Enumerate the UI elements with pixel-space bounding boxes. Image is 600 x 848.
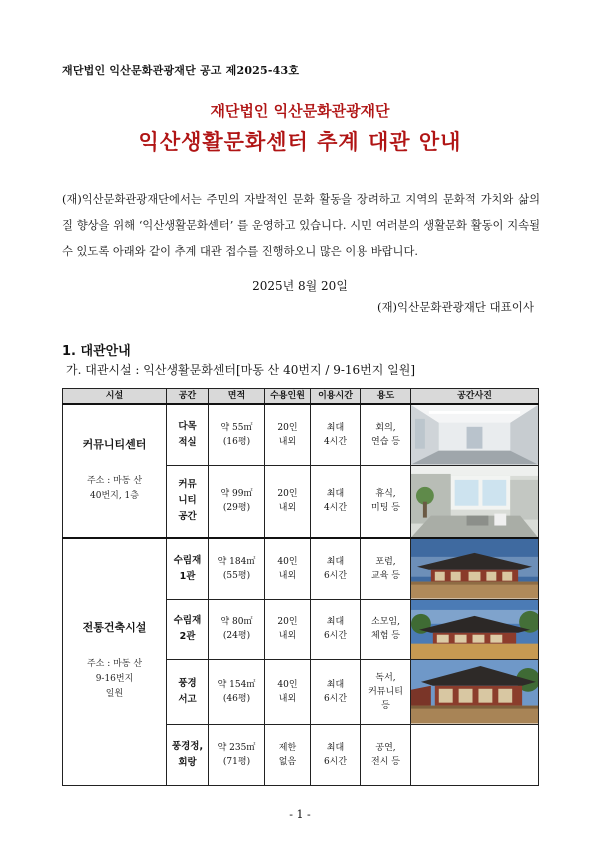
facility-address-line: 주소 : 마동 산 xyxy=(86,659,143,670)
section-subheading: 가. 대관시설 : 익산생활문화센터[마동 산 40번지 / 9-16번지 일원] xyxy=(66,363,416,377)
header-capacity: 수용인원 xyxy=(265,389,311,405)
space-name-line: 1관 xyxy=(179,570,196,582)
space-name-line: 다목 xyxy=(178,420,197,432)
space-name-line: 2관 xyxy=(179,631,196,643)
facility-address xyxy=(65,657,164,702)
hours-line: 최대 xyxy=(326,489,345,500)
header-facility: 시설 xyxy=(63,389,167,405)
space-name-line: 수림재 xyxy=(173,554,202,566)
area-line: (24평) xyxy=(222,631,251,642)
use-line: 미팅 등 xyxy=(371,503,400,514)
hours-line: 6시간 xyxy=(323,631,348,642)
header-hours: 이용시간 xyxy=(311,389,361,405)
space-name-cell xyxy=(167,599,209,660)
area-cell xyxy=(209,404,265,465)
facility-group-cell xyxy=(63,404,167,538)
hours-line: 6시간 xyxy=(323,693,348,704)
hours-line: 4시간 xyxy=(323,436,348,447)
lounge-photo xyxy=(411,465,539,538)
space-name-line: 니티 xyxy=(178,495,197,507)
capacity-line: 20인 xyxy=(277,489,298,500)
space-name-cell xyxy=(167,724,209,785)
table-row xyxy=(63,404,539,465)
announcement-date: 2025년 8월 20일 xyxy=(252,279,348,293)
hanok-photo-3 xyxy=(411,660,539,725)
area-cell xyxy=(209,724,265,785)
hours-cell xyxy=(311,538,361,599)
use-cell xyxy=(361,404,411,465)
page-number: - 1 - xyxy=(289,808,311,821)
space-name-cell xyxy=(167,465,209,538)
facility-address-line: 일원 xyxy=(105,689,124,700)
use-line: 체험 등 xyxy=(371,631,400,642)
area-cell xyxy=(209,538,265,599)
space-name-line: 풍경정, xyxy=(171,740,204,752)
use-cell xyxy=(361,660,411,725)
use-line: 전시 등 xyxy=(371,756,400,767)
use-line: 커뮤니티 xyxy=(368,686,403,697)
area-cell xyxy=(209,660,265,725)
use-line: 독서, xyxy=(375,672,396,683)
photo-empty xyxy=(411,724,539,785)
facility-table xyxy=(62,388,539,786)
hours-line: 최대 xyxy=(326,679,345,690)
facility-address xyxy=(65,474,164,504)
notice-number: 재단법인 익산문화관광재단 공고 제2025-43호 xyxy=(62,64,300,77)
use-line: 교육 등 xyxy=(371,570,400,581)
room-photo xyxy=(411,404,539,465)
facility-name: 전통건축시설 xyxy=(82,621,147,635)
use-cell xyxy=(361,599,411,660)
facility-address-line: 40번지, 1층 xyxy=(90,490,139,501)
table-row xyxy=(63,538,539,599)
capacity-line: 제한 xyxy=(278,742,297,753)
capacity-line: 40인 xyxy=(277,556,298,567)
area-line: 약 80㎡ xyxy=(220,617,253,628)
space-name-cell xyxy=(167,404,209,465)
use-line: 포럼, xyxy=(375,556,396,567)
use-line: 연습 등 xyxy=(371,436,400,447)
use-line: 휴식, xyxy=(375,489,396,500)
space-name-line: 적실 xyxy=(178,436,197,448)
space-name-line: 풍경 xyxy=(178,677,197,689)
use-cell xyxy=(361,538,411,599)
intro-paragraph: (재)익산문화관광재단에서는 주민의 자발적인 문화 활동을 장려하고 지역의 문화적 가치와 삶의 질 향상을 위해 ‘익산생활문화센터’ 를 운영하고 있습니다. 시민 여러분의 생활문화 활동이 지속될 수 있도록 아래와 같이 추계 대관 접수를 진행하오니 많은 이용 바랍니다. xyxy=(62,193,540,258)
area-line: (46평) xyxy=(222,693,251,704)
area-line: (29평) xyxy=(222,503,251,514)
space-name-line: 서고 xyxy=(178,693,197,705)
area-line: 약 154㎡ xyxy=(217,679,256,690)
capacity-line: 내외 xyxy=(278,631,297,642)
hours-line: 최대 xyxy=(326,742,345,753)
hours-line: 최대 xyxy=(326,556,345,567)
use-cell xyxy=(361,465,411,538)
facility-address-line: 9-16번지 xyxy=(95,674,134,685)
capacity-cell xyxy=(265,599,311,660)
capacity-line: 20인 xyxy=(277,422,298,433)
hours-cell xyxy=(311,404,361,465)
area-cell xyxy=(209,465,265,538)
capacity-line: 내외 xyxy=(278,570,297,581)
capacity-line: 40인 xyxy=(277,679,298,690)
capacity-cell xyxy=(265,404,311,465)
section-heading: 1. 대관안내 xyxy=(62,344,131,359)
hours-line: 최대 xyxy=(326,617,345,628)
facility-group-cell xyxy=(63,538,167,785)
hours-line: 6시간 xyxy=(323,756,348,767)
facility-address-line: 주소 : 마동 산 xyxy=(86,475,143,486)
org-title: 재단법인 익산문화관광재단 xyxy=(210,102,390,120)
area-line: 약 235㎡ xyxy=(217,742,256,753)
use-line: 등 xyxy=(381,700,390,711)
use-line: 회의, xyxy=(375,422,396,433)
hours-cell xyxy=(311,724,361,785)
header-photo: 공간사진 xyxy=(411,389,539,405)
hours-line: 6시간 xyxy=(323,570,348,581)
header-area: 면적 xyxy=(209,389,265,405)
space-name-line: 공간 xyxy=(178,511,197,523)
capacity-cell xyxy=(265,465,311,538)
hanok-photo-1 xyxy=(411,538,539,599)
capacity-line: 내외 xyxy=(278,503,297,514)
hours-line: 4시간 xyxy=(323,503,348,514)
capacity-line: 내외 xyxy=(278,436,297,447)
capacity-cell xyxy=(265,724,311,785)
hours-cell xyxy=(311,599,361,660)
capacity-line: 없음 xyxy=(278,756,297,767)
space-name-cell xyxy=(167,538,209,599)
hours-cell xyxy=(311,465,361,538)
area-line: 약 55㎡ xyxy=(220,422,253,433)
use-line: 소모임, xyxy=(371,617,400,628)
space-name-cell xyxy=(167,660,209,725)
capacity-line: 내외 xyxy=(278,693,297,704)
use-cell xyxy=(361,724,411,785)
area-line: (55평) xyxy=(222,570,251,581)
hours-line: 최대 xyxy=(326,422,345,433)
area-line: 약 99㎡ xyxy=(220,489,253,500)
capacity-line: 20인 xyxy=(277,617,298,628)
use-line: 공연, xyxy=(375,742,396,753)
capacity-cell xyxy=(265,660,311,725)
header-space: 공간 xyxy=(167,389,209,405)
area-line: (71평) xyxy=(222,756,251,767)
signer: (재)익산문화관광재단 대표이사 xyxy=(376,300,534,314)
hours-cell xyxy=(311,660,361,725)
capacity-cell xyxy=(265,538,311,599)
space-name-line: 회랑 xyxy=(178,756,197,768)
space-name-line: 수림재 xyxy=(173,615,202,627)
facility-name: 커뮤니티센터 xyxy=(82,437,147,451)
area-cell xyxy=(209,599,265,660)
space-name-line: 커뮤 xyxy=(178,479,197,491)
header-use: 용도 xyxy=(361,389,411,405)
hanok-photo-2 xyxy=(411,599,539,660)
main-title: 익산생활문화센터 추계 대관 안내 xyxy=(138,129,462,154)
area-line: (16평) xyxy=(222,436,251,447)
table-header-row xyxy=(63,389,539,405)
area-line: 약 184㎡ xyxy=(217,556,256,567)
